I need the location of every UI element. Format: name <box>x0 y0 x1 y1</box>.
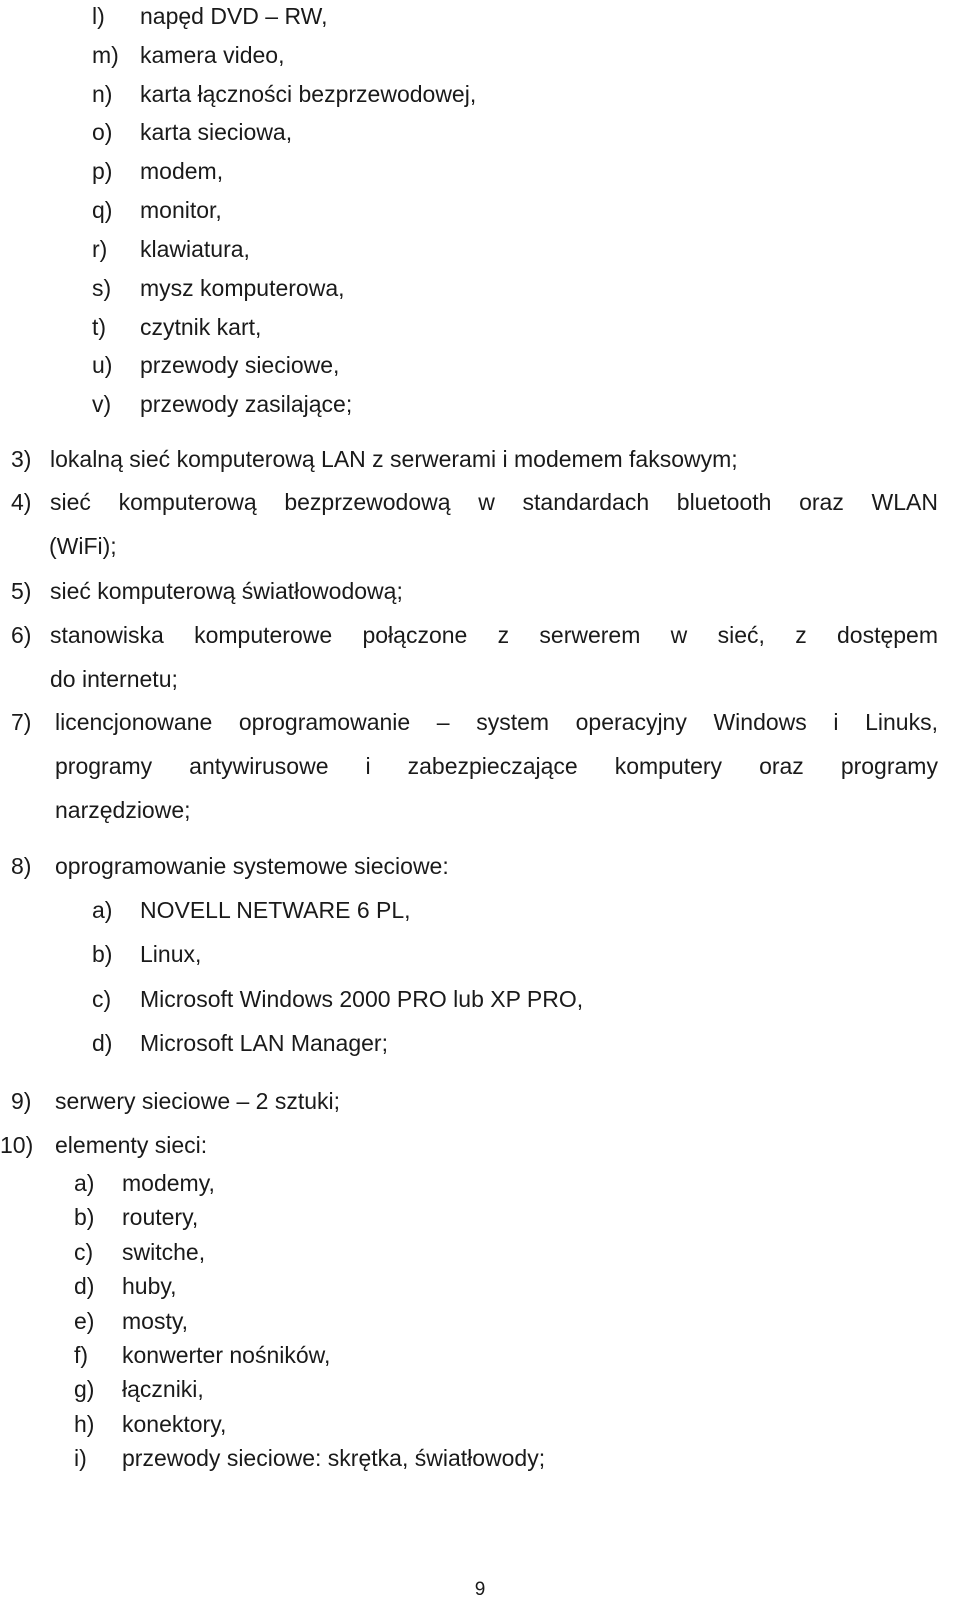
page-number: 9 <box>474 1579 486 1600</box>
